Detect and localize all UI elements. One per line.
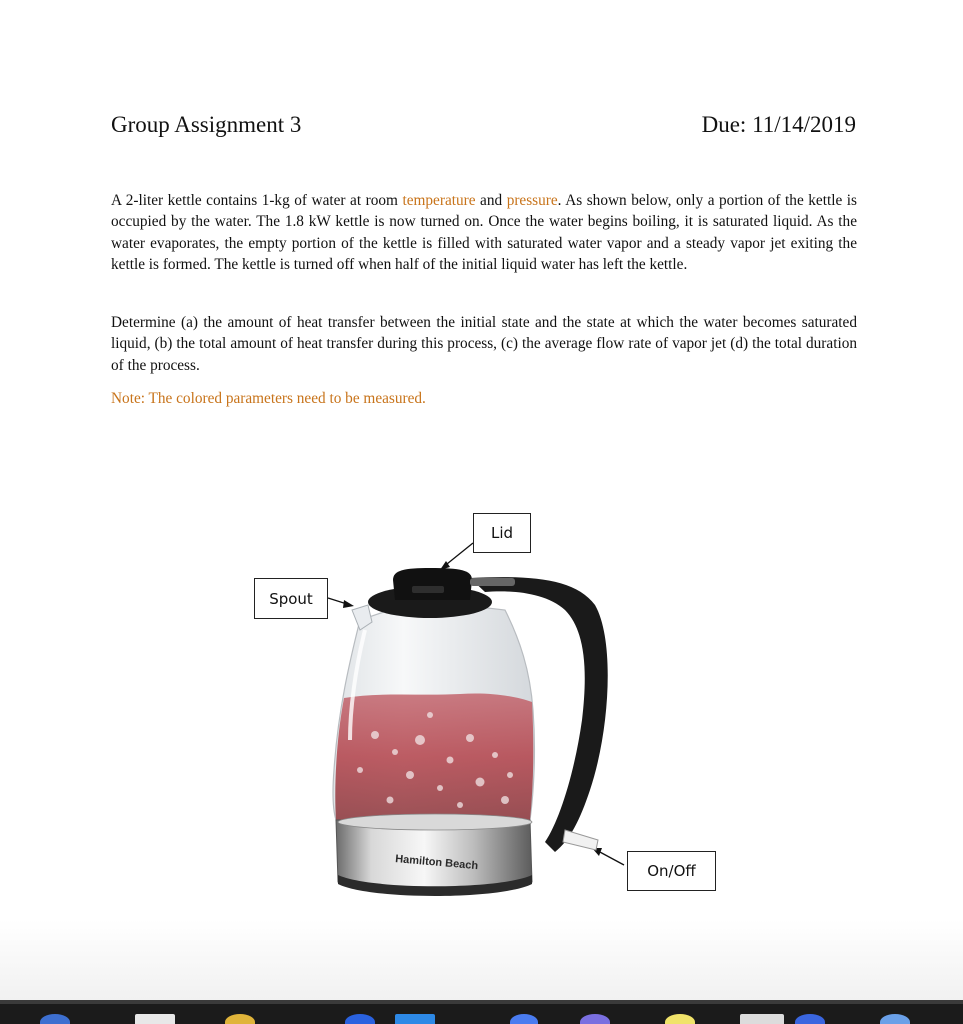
spout-label: Spout bbox=[254, 578, 328, 619]
onoff-label: On/Off bbox=[627, 851, 716, 891]
finder-icon[interactable] bbox=[40, 1014, 70, 1024]
dock-divider bbox=[0, 1000, 963, 1004]
preview-icon[interactable] bbox=[740, 1014, 784, 1024]
lid-top bbox=[393, 568, 472, 600]
problem-questions: Determine (a) the amount of heat transfer between the initial state and the state at which the water becomes saturated liquid, (b) the total amount of heat transfer during this process, (c) the average flow rate of vapor jet (d) the total duration of the process. bbox=[111, 314, 857, 374]
problem-statement bbox=[111, 190, 857, 275]
problem-text-and: and bbox=[475, 192, 507, 209]
notes-icon[interactable] bbox=[665, 1014, 695, 1024]
messages-icon[interactable] bbox=[510, 1014, 538, 1024]
trash-icon[interactable] bbox=[880, 1014, 910, 1024]
lid-hinge bbox=[470, 578, 515, 586]
measurement-note: Note: The colored parameters need to be measured. bbox=[111, 390, 426, 407]
brand-logo: Hamilton Beach bbox=[394, 853, 479, 873]
mail-icon[interactable] bbox=[345, 1014, 375, 1024]
due-date: Due: 11/14/2019 bbox=[701, 112, 856, 137]
base-rim bbox=[338, 814, 532, 830]
document-header bbox=[111, 112, 856, 144]
power-switch bbox=[563, 830, 598, 850]
safari-icon[interactable] bbox=[225, 1014, 255, 1024]
problem-text-start: A 2-liter kettle contains 1-kg of water at room bbox=[111, 192, 403, 209]
launchpad-icon[interactable] bbox=[135, 1014, 175, 1024]
onoff-arrow bbox=[598, 851, 624, 865]
spout-arrowhead bbox=[343, 600, 354, 608]
app-store-icon[interactable] bbox=[795, 1014, 825, 1024]
highlight-pressure: pressure bbox=[506, 192, 558, 209]
assignment-title: Group Assignment 3 bbox=[111, 112, 302, 137]
problem-text-rest: . As shown below, only a portion of the kettle is occupied by the water. The 1.8 kW kettle is now turned on. Once the water begins boiling, it is saturated liquid. As the water evaporates, the empty portion of the kettle is filled with saturated water vapor and a steady vapor jet exiting the kettle is formed. The kettle is turned off when half of the initial liquid water has left the kettle. bbox=[111, 192, 857, 273]
dock-bar bbox=[0, 1000, 963, 1024]
highlight-temperature: temperature bbox=[402, 192, 476, 209]
photos-icon[interactable] bbox=[395, 1014, 435, 1024]
kettle-figure bbox=[0, 470, 963, 930]
system-preferences-icon[interactable] bbox=[580, 1014, 610, 1024]
lid-button bbox=[412, 586, 444, 593]
lid-label: Lid bbox=[473, 513, 531, 553]
